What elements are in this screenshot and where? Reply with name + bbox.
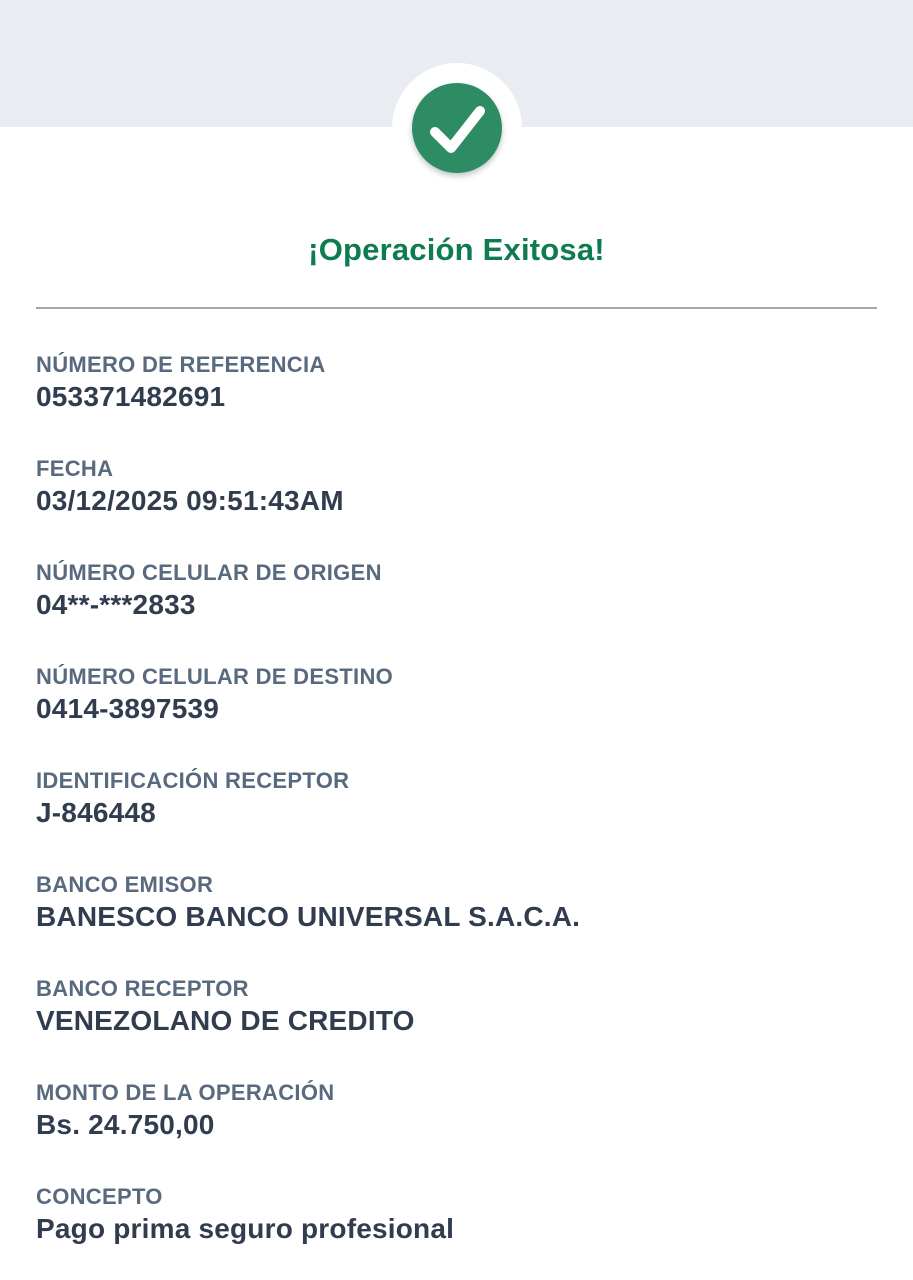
field-label: BANCO EMISOR <box>36 872 214 897</box>
field-value: 04**-***2833 <box>36 589 196 620</box>
field-label: NÚMERO CELULAR DE DESTINO <box>36 664 394 689</box>
header-band <box>0 0 913 127</box>
field-row-identificacion-receptor <box>36 767 877 831</box>
check-circle-icon <box>412 83 502 173</box>
field-row-concepto <box>36 1183 877 1247</box>
field-value: 03/12/2025 09:51:43AM <box>36 485 344 516</box>
field-label: CONCEPTO <box>36 1184 163 1209</box>
field-label: BANCO RECEPTOR <box>36 976 249 1001</box>
field-row-referencia <box>36 351 877 415</box>
field-label: NÚMERO DE REFERENCIA <box>36 352 326 377</box>
field-value: Pago prima seguro profesional <box>36 1213 455 1244</box>
field-label: MONTO DE LA OPERACIÓN <box>36 1080 335 1105</box>
field-label: FECHA <box>36 456 114 481</box>
field-value: VENEZOLANO DE CREDITO <box>36 1005 415 1036</box>
field-row-celular-origen <box>36 559 877 623</box>
field-label: NÚMERO CELULAR DE ORIGEN <box>36 560 382 585</box>
field-row-monto <box>36 1079 877 1143</box>
field-value: 0414-3897539 <box>36 693 220 724</box>
field-row-banco-receptor <box>36 975 877 1039</box>
success-title: ¡Operación Exitosa! <box>308 232 605 267</box>
field-label: IDENTIFICACIÓN RECEPTOR <box>36 768 350 793</box>
field-value: 053371482691 <box>36 381 226 412</box>
field-value: BANESCO BANCO UNIVERSAL S.A.C.A. <box>36 901 581 932</box>
receipt-fields <box>0 309 913 1247</box>
field-row-celular-destino <box>36 663 877 727</box>
field-value: Bs. 24.750,00 <box>36 1109 215 1140</box>
field-row-banco-emisor <box>36 871 877 935</box>
success-badge <box>392 63 522 193</box>
field-row-fecha <box>36 455 877 519</box>
field-value: J-846448 <box>36 797 156 828</box>
